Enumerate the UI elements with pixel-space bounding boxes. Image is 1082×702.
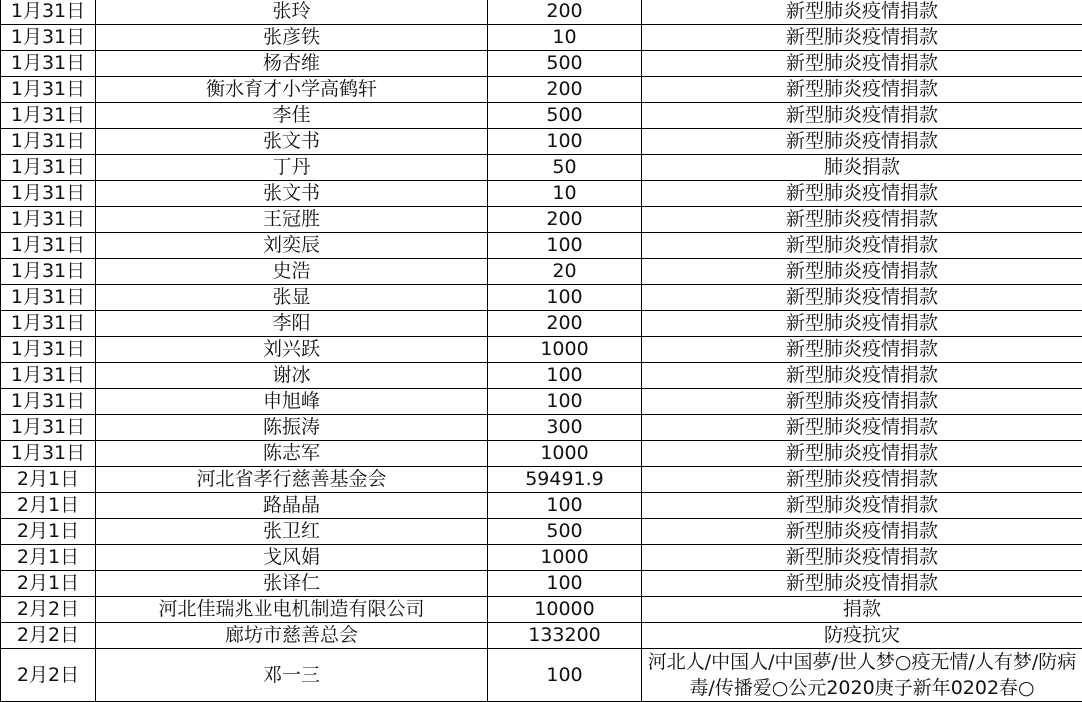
donor-name-cell[interactable]: 张文书 xyxy=(96,181,488,207)
table-row xyxy=(1,519,1082,545)
date-cell[interactable]: 2月1日 xyxy=(1,571,96,597)
purpose-cell[interactable]: 新型肺炎疫情捐款 xyxy=(642,233,1082,259)
table-row xyxy=(1,571,1082,597)
amount-cell[interactable]: 100 xyxy=(488,649,642,702)
donor-name-cell[interactable]: 李阳 xyxy=(96,311,488,337)
amount-cell[interactable]: 100 xyxy=(488,389,642,415)
purpose-cell[interactable]: 肺炎捐款 xyxy=(642,155,1082,181)
amount-cell[interactable]: 100 xyxy=(488,285,642,311)
donor-name-cell[interactable]: 王冠胜 xyxy=(96,207,488,233)
date-cell[interactable]: 2月2日 xyxy=(1,649,96,702)
amount-cell[interactable]: 1000 xyxy=(488,545,642,571)
donor-name-cell[interactable]: 谢冰 xyxy=(96,363,488,389)
donor-name-cell[interactable]: 张文书 xyxy=(96,129,488,155)
purpose-cell[interactable]: 新型肺炎疫情捐款 xyxy=(642,0,1082,25)
amount-cell[interactable]: 100 xyxy=(488,233,642,259)
table-row xyxy=(1,233,1082,259)
date-cell[interactable]: 1月31日 xyxy=(1,103,96,129)
date-cell[interactable]: 1月31日 xyxy=(1,129,96,155)
date-cell[interactable]: 1月31日 xyxy=(1,311,96,337)
donor-name-cell[interactable]: 申旭峰 xyxy=(96,389,488,415)
date-cell[interactable]: 1月31日 xyxy=(1,233,96,259)
amount-cell[interactable]: 200 xyxy=(488,311,642,337)
purpose-cell[interactable]: 新型肺炎疫情捐款 xyxy=(642,571,1082,597)
date-cell[interactable]: 1月31日 xyxy=(1,181,96,207)
table-row xyxy=(1,259,1082,285)
purpose-cell[interactable]: 新型肺炎疫情捐款 xyxy=(642,519,1082,545)
date-cell[interactable]: 2月2日 xyxy=(1,597,96,623)
donor-name-cell[interactable]: 史浩 xyxy=(96,259,488,285)
date-cell[interactable]: 2月1日 xyxy=(1,467,96,493)
purpose-cell[interactable]: 新型肺炎疫情捐款 xyxy=(642,259,1082,285)
table-row xyxy=(1,51,1082,77)
amount-cell[interactable]: 100 xyxy=(488,129,642,155)
amount-cell[interactable]: 100 xyxy=(488,493,642,519)
date-cell[interactable]: 1月31日 xyxy=(1,337,96,363)
purpose-cell[interactable]: 新型肺炎疫情捐款 xyxy=(642,363,1082,389)
donor-name-cell[interactable]: 河北佳瑞兆业电机制造有限公司 xyxy=(96,597,488,623)
donor-name-cell[interactable]: 张译仁 xyxy=(96,571,488,597)
amount-cell[interactable]: 300 xyxy=(488,415,642,441)
amount-cell[interactable]: 20 xyxy=(488,259,642,285)
date-cell[interactable]: 1月31日 xyxy=(1,415,96,441)
amount-cell[interactable]: 133200 xyxy=(488,623,642,649)
donor-name-cell[interactable]: 张显 xyxy=(96,285,488,311)
donor-name-cell[interactable]: 刘兴跃 xyxy=(96,337,488,363)
date-cell[interactable]: 1月31日 xyxy=(1,285,96,311)
purpose-cell[interactable]: 新型肺炎疫情捐款 xyxy=(642,415,1082,441)
donor-name-cell[interactable]: 张卫红 xyxy=(96,519,488,545)
date-cell[interactable]: 1月31日 xyxy=(1,155,96,181)
donor-name-cell[interactable]: 丁丹 xyxy=(96,155,488,181)
donor-name-cell[interactable]: 陈志军 xyxy=(96,441,488,467)
table-row xyxy=(1,77,1082,103)
purpose-cell[interactable]: 新型肺炎疫情捐款 xyxy=(642,311,1082,337)
donor-name-cell[interactable]: 廊坊市慈善总会 xyxy=(96,623,488,649)
purpose-cell[interactable]: 新型肺炎疫情捐款 xyxy=(642,77,1082,103)
donor-name-cell[interactable]: 李佳 xyxy=(96,103,488,129)
table-row xyxy=(1,649,1082,702)
date-cell[interactable]: 2月2日 xyxy=(1,623,96,649)
donor-name-cell[interactable]: 戈风娟 xyxy=(96,545,488,571)
purpose-cell[interactable]: 河北人/中国人/中国夢/世人梦○疫无情/人有梦/防病毒/传播爱○公元2020庚子新年0202春○ xyxy=(642,649,1082,702)
date-cell[interactable]: 1月31日 xyxy=(1,0,96,25)
donor-name-cell[interactable]: 衡水育才小学高鹤轩 xyxy=(96,77,488,103)
table-row xyxy=(1,389,1082,415)
date-cell[interactable]: 2月1日 xyxy=(1,519,96,545)
purpose-cell[interactable]: 防疫抗灾 xyxy=(642,623,1082,649)
purpose-cell[interactable]: 捐款 xyxy=(642,597,1082,623)
date-cell[interactable]: 1月31日 xyxy=(1,77,96,103)
amount-cell[interactable]: 500 xyxy=(488,51,642,77)
donor-name-cell[interactable]: 陈振涛 xyxy=(96,415,488,441)
purpose-cell[interactable]: 新型肺炎疫情捐款 xyxy=(642,103,1082,129)
purpose-cell[interactable]: 新型肺炎疫情捐款 xyxy=(642,545,1082,571)
amount-cell[interactable]: 10 xyxy=(488,25,642,51)
amount-cell[interactable]: 100 xyxy=(488,571,642,597)
table-row xyxy=(1,441,1082,467)
table-row xyxy=(1,415,1082,441)
donation-table-body xyxy=(1,0,1082,702)
purpose-cell[interactable]: 新型肺炎疫情捐款 xyxy=(642,337,1082,363)
date-cell[interactable]: 1月31日 xyxy=(1,51,96,77)
date-cell[interactable]: 1月31日 xyxy=(1,441,96,467)
table-row xyxy=(1,545,1082,571)
donor-name-cell[interactable]: 张玲 xyxy=(96,0,488,25)
amount-cell[interactable]: 1000 xyxy=(488,441,642,467)
table-row xyxy=(1,467,1082,493)
donor-name-cell[interactable]: 路晶晶 xyxy=(96,493,488,519)
purpose-cell[interactable]: 新型肺炎疫情捐款 xyxy=(642,389,1082,415)
table-row xyxy=(1,311,1082,337)
amount-cell[interactable]: 500 xyxy=(488,103,642,129)
amount-cell[interactable]: 500 xyxy=(488,519,642,545)
table-row xyxy=(1,363,1082,389)
donor-name-cell[interactable]: 河北省孝行慈善基金会 xyxy=(96,467,488,493)
donor-name-cell[interactable]: 刘奕辰 xyxy=(96,233,488,259)
purpose-cell[interactable]: 新型肺炎疫情捐款 xyxy=(642,467,1082,493)
amount-cell[interactable]: 10 xyxy=(488,181,642,207)
donor-name-cell[interactable]: 杨杏维 xyxy=(96,51,488,77)
amount-cell[interactable]: 59491.9 xyxy=(488,467,642,493)
amount-cell[interactable]: 200 xyxy=(488,207,642,233)
donor-name-cell[interactable]: 邓一三 xyxy=(96,649,488,702)
table-row xyxy=(1,207,1082,233)
amount-cell[interactable]: 200 xyxy=(488,77,642,103)
table-row xyxy=(1,623,1082,649)
purpose-cell[interactable]: 新型肺炎疫情捐款 xyxy=(642,25,1082,51)
amount-cell[interactable]: 1000 xyxy=(488,337,642,363)
date-cell[interactable]: 1月31日 xyxy=(1,25,96,51)
purpose-cell[interactable]: 新型肺炎疫情捐款 xyxy=(642,493,1082,519)
date-cell[interactable]: 2月1日 xyxy=(1,545,96,571)
table-row xyxy=(1,25,1082,51)
table-row xyxy=(1,337,1082,363)
donor-name-cell[interactable]: 张彦铁 xyxy=(96,25,488,51)
purpose-cell[interactable]: 新型肺炎疫情捐款 xyxy=(642,51,1082,77)
table-row xyxy=(1,129,1082,155)
purpose-cell[interactable]: 新型肺炎疫情捐款 xyxy=(642,129,1082,155)
table-row xyxy=(1,493,1082,519)
table-row xyxy=(1,0,1082,25)
amount-cell[interactable]: 50 xyxy=(488,155,642,181)
date-cell[interactable]: 1月31日 xyxy=(1,259,96,285)
table-row xyxy=(1,181,1082,207)
date-cell[interactable]: 2月1日 xyxy=(1,493,96,519)
date-cell[interactable]: 1月31日 xyxy=(1,389,96,415)
table-row xyxy=(1,285,1082,311)
purpose-cell[interactable]: 新型肺炎疫情捐款 xyxy=(642,441,1082,467)
date-cell[interactable]: 1月31日 xyxy=(1,363,96,389)
table-row xyxy=(1,103,1082,129)
amount-cell[interactable]: 200 xyxy=(488,0,642,25)
amount-cell[interactable]: 100 xyxy=(488,363,642,389)
purpose-cell[interactable]: 新型肺炎疫情捐款 xyxy=(642,207,1082,233)
date-cell[interactable]: 1月31日 xyxy=(1,207,96,233)
purpose-cell[interactable]: 新型肺炎疫情捐款 xyxy=(642,181,1082,207)
table-row xyxy=(1,155,1082,181)
amount-cell[interactable]: 10000 xyxy=(488,597,642,623)
purpose-cell[interactable]: 新型肺炎疫情捐款 xyxy=(642,285,1082,311)
table-row xyxy=(1,597,1082,623)
